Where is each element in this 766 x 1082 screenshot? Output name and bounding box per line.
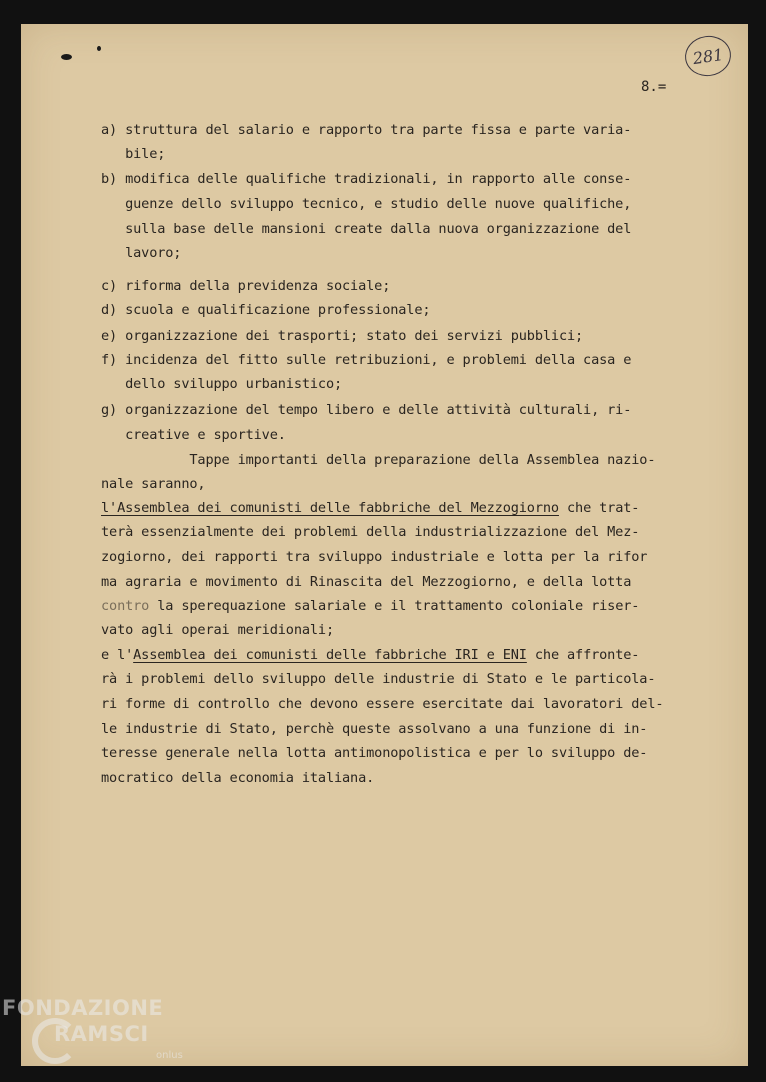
ink-mark — [97, 46, 101, 51]
text-line: guenze dello sviluppo tecnico, e studio delle nuove qualifiche, — [101, 196, 632, 212]
text-line: f) incidenza del fitto sulle retribuzioni, e problemi della casa e — [101, 352, 632, 368]
text-line — [101, 647, 639, 667]
text-line: d) scuola e qualificazione professionale; — [101, 302, 431, 318]
text-line: vato agli operai meridionali; — [101, 622, 334, 638]
text-line: creative e sportive. — [101, 427, 286, 443]
text-fragment: la sperequazione salariale e il trattamento coloniale riser- — [157, 598, 640, 614]
struck-word: contro — [101, 598, 150, 614]
document-page — [21, 24, 748, 1066]
text-line: terà essenzialmente dei problemi della industrializzazione del Mez- — [101, 524, 640, 540]
text-line: le industrie di Stato, perchè queste assolvano a una funzione di in- — [101, 721, 648, 737]
text-fragment: che trat- — [567, 500, 640, 516]
text-fragment: e l' — [101, 647, 134, 663]
text-line — [101, 598, 639, 618]
text-line: a) struttura del salario e rapporto tra parte fissa e parte varia- — [101, 122, 632, 138]
text-line: ma agraria e movimento di Rinascita del Mezzogiorno, e della lotta — [101, 574, 632, 590]
text-line: bile; — [101, 146, 166, 162]
text-line: rà i problemi dello sviluppo delle industrie di Stato e le particola- — [101, 671, 656, 687]
underlined-title: l'Assemblea dei comunisti delle fabbriche del Mezzogiorno — [101, 500, 559, 516]
page-number: 8.= — [641, 79, 667, 95]
text-line: c) riforma della previdenza sociale; — [101, 278, 391, 294]
archive-number-stamp: 281 — [682, 33, 733, 79]
text-line: e) organizzazione dei trasporti; stato dei servizi pubblici; — [101, 328, 584, 344]
text-line — [101, 500, 639, 520]
text-line: sulla base delle mansioni create dalla nuova organizzazione del — [101, 221, 632, 237]
text-line: ri forme di controllo che devono essere esercitate dai lavoratori del- — [101, 696, 664, 712]
text-line: mocratico della economia italiana. — [101, 770, 375, 786]
fondazione-gramsci-watermark — [2, 992, 202, 1082]
text-line: lavoro; — [101, 245, 182, 261]
watermark-line: RAMSCI — [54, 1022, 149, 1046]
underlined-title: Assemblea dei comunisti delle fabbriche IRI e ENI — [133, 647, 527, 663]
ink-mark — [61, 54, 72, 60]
watermark-line: onlus — [156, 1050, 183, 1061]
watermark-line: FONDAZIONE — [2, 996, 164, 1020]
text-line: zogiorno, dei rapporti tra sviluppo industriale e lotta per la rifor — [101, 549, 648, 565]
text-line: Tappe importanti della preparazione della Assemblea nazio- — [101, 452, 656, 468]
text-fragment: che affronte- — [534, 647, 640, 663]
text-line: dello sviluppo urbanistico; — [101, 376, 343, 392]
text-line: b) modifica delle qualifiche tradizionali, in rapporto alle conse- — [101, 171, 632, 187]
text-line: teresse generale nella lotta antimonopolistica e per lo sviluppo de- — [101, 745, 648, 761]
text-line: nale saranno, — [101, 476, 206, 492]
text-line: g) organizzazione del tempo libero e delle attività culturali, ri- — [101, 402, 632, 418]
